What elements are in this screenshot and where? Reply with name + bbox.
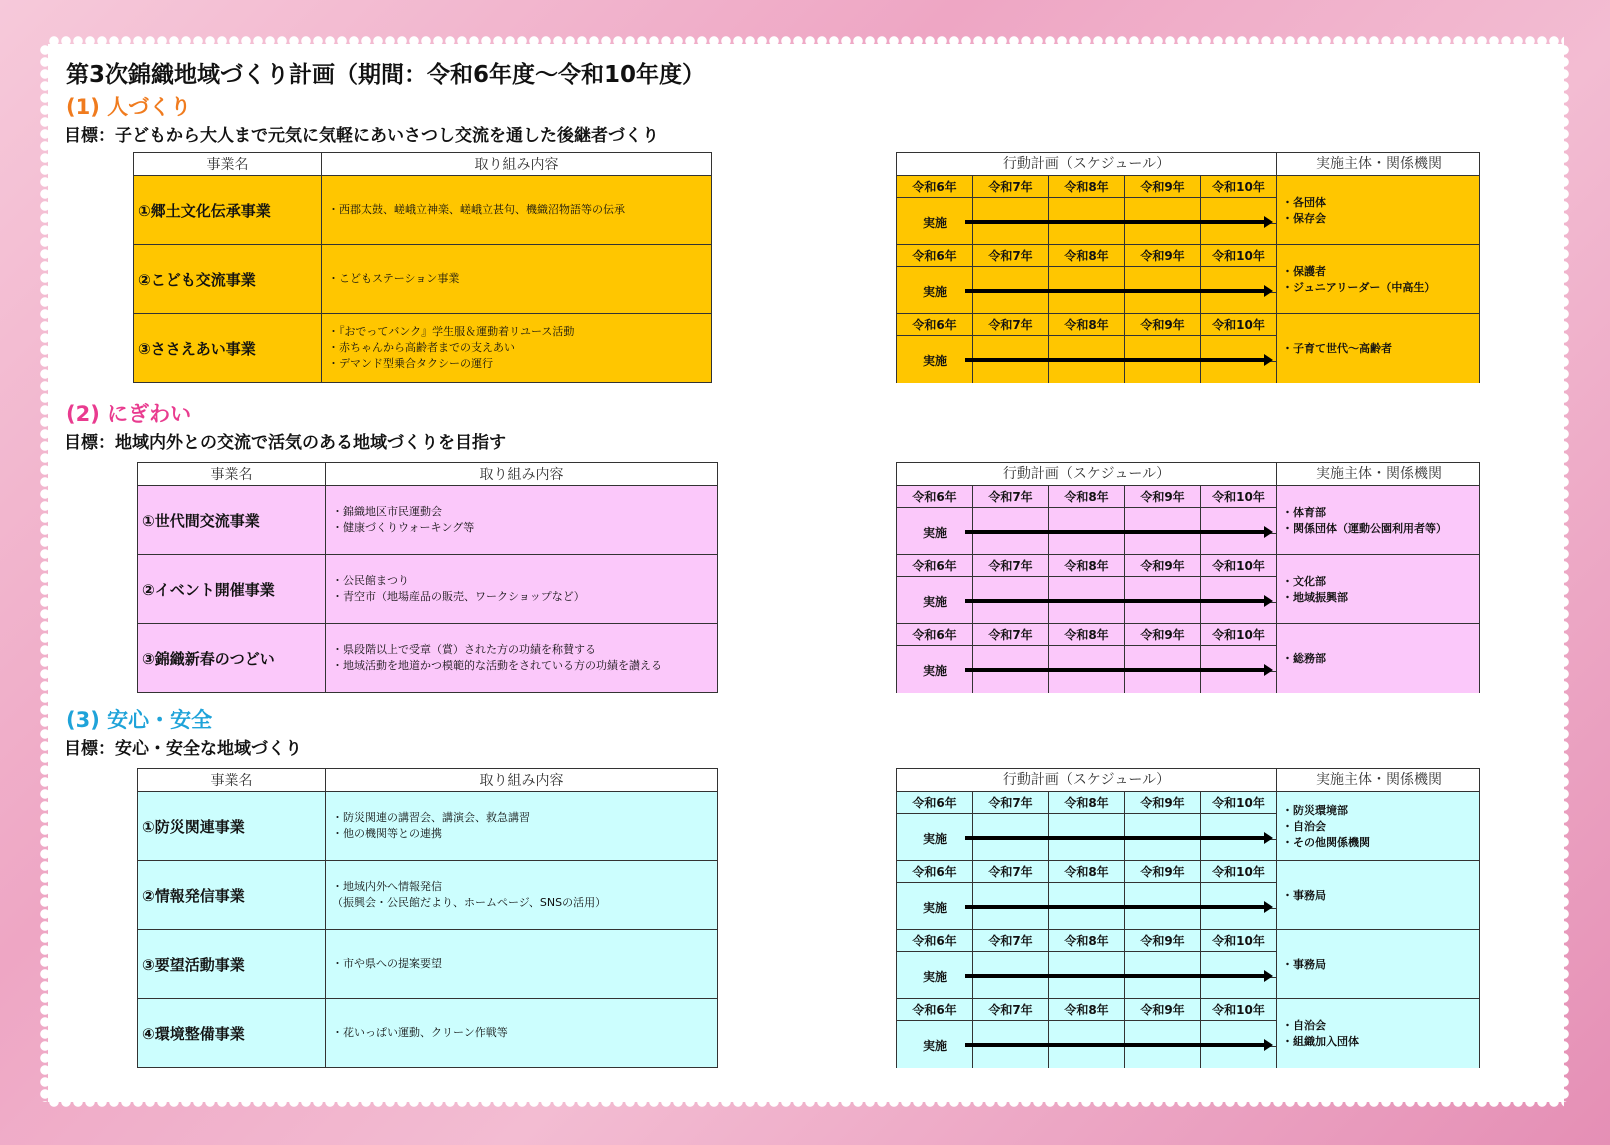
schedule-row xyxy=(897,245,1479,314)
column-header-name: 事業名 xyxy=(134,153,322,176)
project-content xyxy=(326,624,718,693)
content-line: ・錦織地区市民運動会 xyxy=(332,505,442,518)
schedule-arrow xyxy=(965,905,1265,909)
project-content xyxy=(322,176,712,245)
content-line: ・赤ちゃんから高齢者までの支えあい xyxy=(328,341,515,354)
org-list xyxy=(1282,803,1370,851)
org-item: ・その他関係機関 xyxy=(1282,836,1370,849)
project-content xyxy=(326,486,718,555)
project-table xyxy=(133,152,712,383)
content-line: ・県段階以上で受章（賞）された方の功績を称賛する xyxy=(332,643,596,656)
org-list xyxy=(1282,957,1326,973)
implementation-label: 実施 xyxy=(923,832,948,846)
year-cell: 令和7年 xyxy=(973,861,1049,883)
project-content xyxy=(322,314,712,383)
year-cell: 令和9年 xyxy=(1125,624,1201,646)
org-item: ・子育て世代～高齢者 xyxy=(1282,342,1392,355)
content-line: ・青空市（地場産品の販売、ワークショップなど） xyxy=(332,590,585,603)
schedule-row xyxy=(897,176,1479,245)
content-line: ・こどもステーション事業 xyxy=(328,272,460,285)
column-header-content: 取り組み内容 xyxy=(322,153,712,176)
content-line: ・公民館まつり xyxy=(332,574,409,587)
schedule-arrow xyxy=(965,668,1265,672)
implementation-label: 実施 xyxy=(923,664,948,678)
year-cell: 令和6年 xyxy=(897,314,973,336)
org-item: ・体育部 xyxy=(1282,506,1326,519)
org-list xyxy=(1282,574,1348,606)
org-item: ・関係団体（運動公園利用者等） xyxy=(1282,522,1447,535)
schedule-arrow xyxy=(965,220,1265,224)
project-content xyxy=(326,930,718,999)
org-list xyxy=(1282,1018,1359,1050)
year-cell: 令和10年 xyxy=(1201,486,1277,508)
org-item: ・各団体 xyxy=(1282,196,1326,209)
year-cell: 令和9年 xyxy=(1125,792,1201,814)
org-item: ・保存会 xyxy=(1282,212,1326,225)
year-cell: 令和6年 xyxy=(897,999,973,1021)
year-cell: 令和7年 xyxy=(973,486,1049,508)
year-cell: 令和6年 xyxy=(897,861,973,883)
org-item: ・総務部 xyxy=(1282,652,1326,665)
schedule-header-label: 行動計画（スケジュール） xyxy=(897,463,1277,485)
year-cell: 令和10年 xyxy=(1201,999,1277,1021)
schedule-header xyxy=(897,153,1479,176)
year-cell: 令和8年 xyxy=(1049,486,1125,508)
year-cell: 令和10年 xyxy=(1201,861,1277,883)
implementation-label: 実施 xyxy=(923,901,948,915)
org-item: ・防災環境部 xyxy=(1282,804,1348,817)
year-cell: 令和6年 xyxy=(897,930,973,952)
year-cell: 令和8年 xyxy=(1049,176,1125,198)
project-content xyxy=(326,861,718,930)
schedule-table xyxy=(896,152,1480,383)
column-header-content: 取り組み内容 xyxy=(326,769,718,792)
implementation-label: 実施 xyxy=(923,526,948,540)
org-item: ・事務局 xyxy=(1282,958,1326,971)
table-row xyxy=(138,792,718,861)
org-item: ・自治会 xyxy=(1282,1019,1326,1032)
project-table xyxy=(137,768,718,1068)
year-cell: 令和8年 xyxy=(1049,861,1125,883)
table-row xyxy=(134,314,712,383)
year-cell: 令和8年 xyxy=(1049,792,1125,814)
content-line: ・市や県への提案要望 xyxy=(332,957,442,970)
table-row xyxy=(138,486,718,555)
implementation-label: 実施 xyxy=(923,216,948,230)
content-line: ・地域内外へ情報発信 xyxy=(332,880,442,893)
year-cell: 令和10年 xyxy=(1201,792,1277,814)
project-name: ③ささえあい事業 xyxy=(134,314,322,383)
table-row xyxy=(138,555,718,624)
table-row xyxy=(138,624,718,693)
year-cell: 令和8年 xyxy=(1049,245,1125,267)
section-goal: 目標：安心・安全な地域づくり xyxy=(64,739,302,759)
project-content xyxy=(326,555,718,624)
org-list xyxy=(1282,341,1392,357)
section-title: (2) にぎわい xyxy=(66,402,192,426)
schedule-table xyxy=(896,462,1480,693)
schedule-arrow xyxy=(965,530,1265,534)
section-goal: 目標：子どもから大人まで元気に気軽にあいさつし交流を通した後継者づくり xyxy=(64,126,659,146)
section-title: (3) 安心・安全 xyxy=(66,708,213,732)
table-row xyxy=(138,930,718,999)
schedule-header xyxy=(897,769,1479,792)
schedule-header-label: 行動計画（スケジュール） xyxy=(897,769,1277,791)
schedule-arrow xyxy=(965,1043,1265,1047)
schedule-arrow xyxy=(965,358,1265,362)
org-list xyxy=(1282,888,1326,904)
project-name: ②イベント開催事業 xyxy=(138,555,326,624)
table-row xyxy=(138,999,718,1068)
year-cell: 令和6年 xyxy=(897,555,973,577)
table-row xyxy=(134,176,712,245)
content-line: ・デマンド型乗合タクシーの運行 xyxy=(328,357,493,370)
year-cell: 令和7年 xyxy=(973,245,1049,267)
year-cell: 令和6年 xyxy=(897,792,973,814)
year-cell: 令和9年 xyxy=(1125,486,1201,508)
year-cell: 令和7年 xyxy=(973,999,1049,1021)
year-cell: 令和8年 xyxy=(1049,930,1125,952)
schedule-header xyxy=(897,463,1479,486)
year-cell: 令和9年 xyxy=(1125,861,1201,883)
schedule-row xyxy=(897,999,1479,1068)
schedule-row xyxy=(897,861,1479,930)
year-cell: 令和10年 xyxy=(1201,624,1277,646)
year-cell: 令和10年 xyxy=(1201,555,1277,577)
project-name: ③錦織新春のつどい xyxy=(138,624,326,693)
schedule-arrow xyxy=(965,289,1265,293)
column-header-name: 事業名 xyxy=(138,769,326,792)
year-cell: 令和10年 xyxy=(1201,245,1277,267)
year-cell: 令和10年 xyxy=(1201,314,1277,336)
org-item: ・事務局 xyxy=(1282,889,1326,902)
year-cell: 令和9年 xyxy=(1125,930,1201,952)
year-cell: 令和7年 xyxy=(973,624,1049,646)
project-name: ②情報発信事業 xyxy=(138,861,326,930)
year-cell: 令和8年 xyxy=(1049,999,1125,1021)
org-header-label: 実施主体・関係機関 xyxy=(1316,772,1442,788)
schedule-row xyxy=(897,314,1479,383)
implementation-label: 実施 xyxy=(923,595,948,609)
content-line: ・健康づくりウォーキング等 xyxy=(332,521,475,534)
year-cell: 令和8年 xyxy=(1049,314,1125,336)
implementation-label: 実施 xyxy=(923,354,948,368)
project-content xyxy=(326,792,718,861)
section-goal: 目標：地域内外との交流で活気のある地域づくりを目指す xyxy=(64,433,506,453)
org-list xyxy=(1282,651,1326,667)
year-cell: 令和10年 xyxy=(1201,930,1277,952)
implementation-label: 実施 xyxy=(923,970,948,984)
year-cell: 令和9年 xyxy=(1125,245,1201,267)
content-line: ・地域活動を地道かつ模範的な活動をされている方の功績を讃える xyxy=(332,659,662,672)
project-name: ①防災関連事業 xyxy=(138,792,326,861)
schedule-arrow xyxy=(965,836,1265,840)
project-content xyxy=(326,999,718,1068)
project-name: ①世代間交流事業 xyxy=(138,486,326,555)
year-cell: 令和6年 xyxy=(897,245,973,267)
org-item: ・組織加入団体 xyxy=(1282,1035,1359,1048)
org-item: ・文化部 xyxy=(1282,575,1326,588)
org-header-label: 実施主体・関係機関 xyxy=(1316,156,1442,172)
schedule-row xyxy=(897,624,1479,693)
org-list xyxy=(1282,195,1326,227)
org-item: ・自治会 xyxy=(1282,820,1326,833)
schedule-row xyxy=(897,555,1479,624)
org-header-label: 実施主体・関係機関 xyxy=(1316,466,1442,482)
year-cell: 令和7年 xyxy=(973,555,1049,577)
schedule-arrow xyxy=(965,599,1265,603)
org-item: ・地域振興部 xyxy=(1282,591,1348,604)
org-list xyxy=(1282,505,1447,537)
year-cell: 令和6年 xyxy=(897,486,973,508)
org-list xyxy=(1282,264,1435,296)
schedule-row xyxy=(897,486,1479,555)
column-header-name: 事業名 xyxy=(138,463,326,486)
project-name: ④環境整備事業 xyxy=(138,999,326,1068)
implementation-label: 実施 xyxy=(923,285,948,299)
table-row xyxy=(138,861,718,930)
org-item: ・ジュニアリーダー（中高生） xyxy=(1282,281,1436,294)
content-line: ・防災関連の講習会、講演会、救急講習 xyxy=(332,811,530,824)
implementation-label: 実施 xyxy=(923,1039,948,1053)
schedule-header-label: 行動計画（スケジュール） xyxy=(897,153,1277,175)
year-cell: 令和8年 xyxy=(1049,555,1125,577)
project-content xyxy=(322,245,712,314)
year-cell: 令和9年 xyxy=(1125,314,1201,336)
org-item: ・保護者 xyxy=(1282,265,1326,278)
year-cell: 令和6年 xyxy=(897,176,973,198)
section-title: (1) 人づくり xyxy=(66,95,192,119)
content-line: ・花いっぱい運動、クリーン作戦等 xyxy=(332,1026,508,1039)
project-name: ③要望活動事業 xyxy=(138,930,326,999)
schedule-arrow xyxy=(965,974,1265,978)
year-cell: 令和9年 xyxy=(1125,176,1201,198)
year-cell: 令和9年 xyxy=(1125,999,1201,1021)
content-line: ・西郡太鼓、嵯峨立神楽、嵯峨立甚句、機織沼物語等の伝承 xyxy=(328,203,625,216)
project-name: ②こども交流事業 xyxy=(134,245,322,314)
column-header-content: 取り組み内容 xyxy=(326,463,718,486)
year-cell: 令和7年 xyxy=(973,930,1049,952)
schedule-row xyxy=(897,792,1479,861)
year-cell: 令和7年 xyxy=(973,792,1049,814)
year-cell: 令和10年 xyxy=(1201,176,1277,198)
year-cell: 令和7年 xyxy=(973,176,1049,198)
year-cell: 令和9年 xyxy=(1125,555,1201,577)
content-line: ・他の機関等との連携 xyxy=(332,827,442,840)
content-line: （振興会・公民館だより、ホームページ、SNSの活用） xyxy=(332,896,607,909)
project-name: ①郷土文化伝承事業 xyxy=(134,176,322,245)
page-title: 第3次錦織地域づくり計画（期間：令和6年度～令和10年度） xyxy=(66,62,706,88)
year-cell: 令和6年 xyxy=(897,624,973,646)
table-row xyxy=(134,245,712,314)
schedule-row xyxy=(897,930,1479,999)
year-cell: 令和7年 xyxy=(973,314,1049,336)
year-cell: 令和8年 xyxy=(1049,624,1125,646)
project-table xyxy=(137,462,718,693)
content-line: ・『おでってバンク』学生服＆運動着リユース活動 xyxy=(328,325,575,338)
schedule-table xyxy=(896,768,1480,1068)
